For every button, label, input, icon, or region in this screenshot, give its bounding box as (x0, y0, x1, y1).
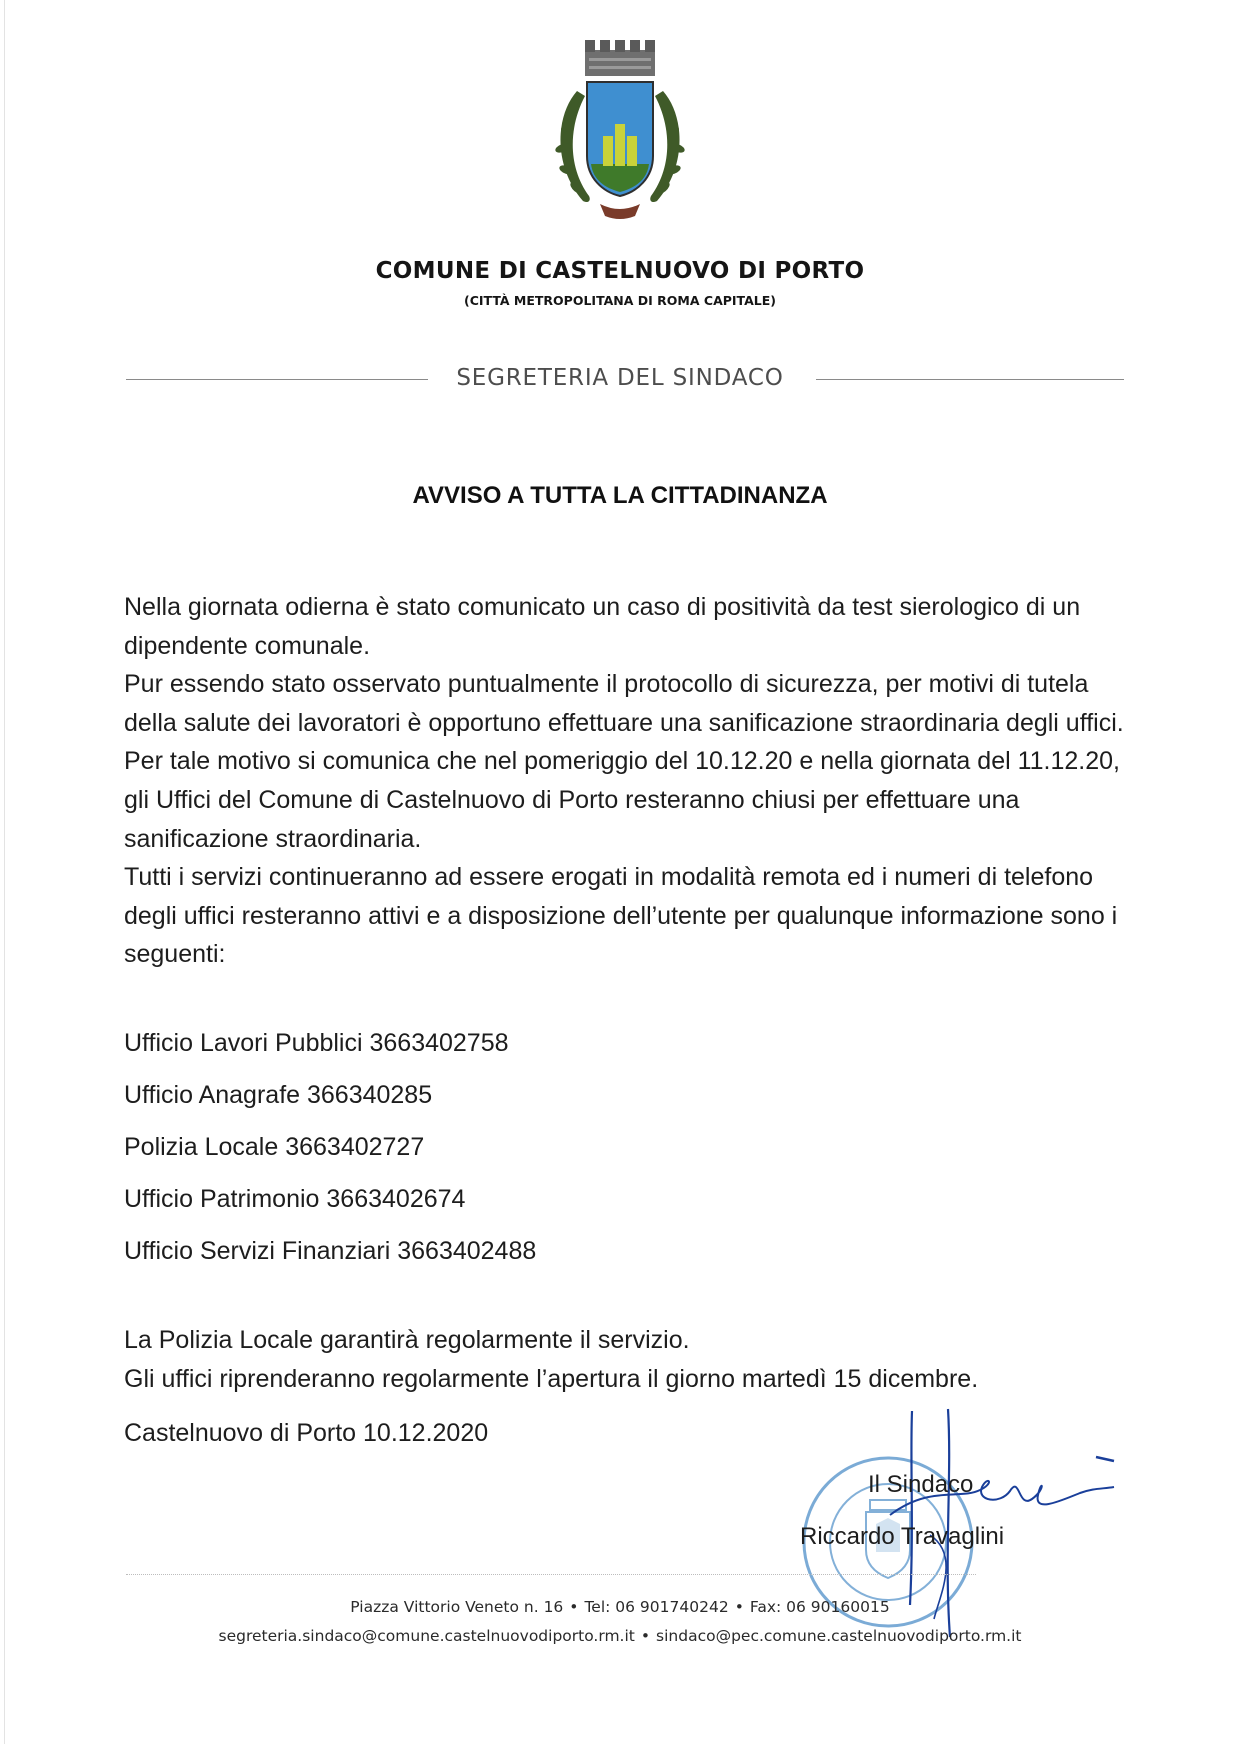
notice-paragraph: Per tale motivo si comunica che nel pomeriggio del 10.12.20 e nella giornata del 11.12.20, gli Uffici del Comune di Castelnuovo di Porto resteranno chiusi per effettuare una sanificazione straordinaria. (124, 747, 1120, 853)
notice-paragraph: Nella giornata odierna è stato comunicato un caso di positività da test sierologico di un dipendente comunale. (124, 593, 1081, 660)
crest-ribbon (600, 204, 640, 219)
crest-shield (587, 82, 653, 196)
office-name: SEGRETERIA DEL SINDACO (456, 365, 784, 391)
footer-tel: Tel: 06 901740242 (584, 1598, 729, 1616)
municipal-crest (545, 36, 695, 236)
footer-fax: Fax: 06 90160015 (749, 1598, 890, 1616)
footer-separator: • (734, 1598, 744, 1616)
office-phone-list (124, 1024, 536, 1284)
notice-body (124, 588, 1124, 974)
footer-divider (126, 1574, 976, 1575)
phone-item-servizi-finanziari: Ufficio Servizi Finanziari 3663402488 (124, 1237, 537, 1265)
footer-pec[interactable]: sindaco@pec.comune.castelnuovodiporto.rm.it (656, 1627, 1022, 1645)
phone-item-anagrafe: Ufficio Anagrafe 366340285 (124, 1081, 433, 1109)
notice-title: AVVISO A TUTTA LA CITTADINANZA (412, 482, 828, 509)
closing-line: La Polizia Locale garantirà regolarmente il servizio. (124, 1326, 690, 1354)
signer-role: Il Sindaco (868, 1471, 974, 1498)
notice-paragraph: Pur essendo stato osservato puntualmente il protocollo di sicurezza, per motivi di tutela della salute dei lavoratori è opportuno effettuare una sanificazione straordinaria degli uffici. (124, 670, 1124, 737)
notice-paragraph: Tutti i servizi continueranno ad essere erogati in modalità remota ed i numeri di telefono degli uffici resteranno attivi e a disposizione dell’utente per qualunque informazione sono i seguenti: (124, 863, 1118, 969)
phone-item-lavori-pubblici: Ufficio Lavori Pubblici 3663402758 (124, 1029, 509, 1057)
org-subtitle: (CITTÀ METROPOLITANA DI ROMA CAPITALE) (463, 293, 776, 308)
footer-address: Piazza Vittorio Veneto n. 16 (350, 1598, 564, 1616)
closing-line: Gli uffici riprenderanno regolarmente l’apertura il giorno martedì 15 dicembre. (124, 1364, 979, 1393)
phone-item-polizia-locale: Polizia Locale 3663402727 (124, 1133, 425, 1161)
crest-crown (585, 40, 655, 76)
footer-separator: • (640, 1627, 651, 1645)
org-name: COMUNE DI CASTELNUOVO DI PORTO (375, 258, 865, 284)
phone-item-patrimonio: Ufficio Patrimonio 3663402674 (124, 1185, 466, 1213)
footer-contact-line (0, 1598, 1240, 1616)
closing-text (124, 1321, 978, 1398)
footer-separator: • (569, 1598, 579, 1616)
place-date: Castelnuovo di Porto 10.12.2020 (124, 1419, 489, 1447)
footer-email[interactable]: segreteria.sindaco@comune.castelnuovodiporto.rm.it (218, 1627, 635, 1645)
signer-name: Riccardo Travaglini (800, 1523, 1005, 1550)
footer-email-line (0, 1627, 1240, 1645)
divider-right (816, 379, 1124, 380)
